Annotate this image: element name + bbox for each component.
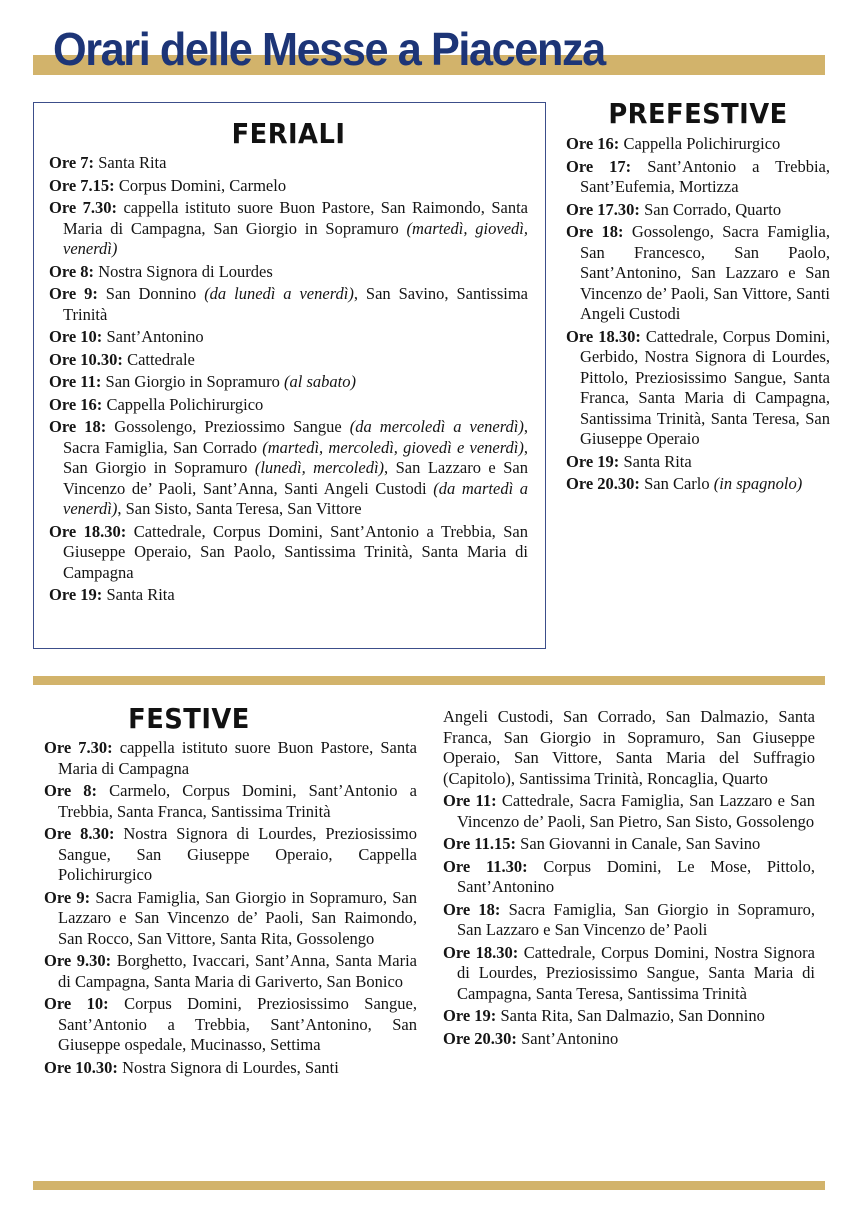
entry-time: Ore 10.30: [44,1057,118,1077]
schedule-entry [44,1058,417,1079]
entry-time: Ore 18: [49,417,107,436]
entry-time: Ore 10: [49,327,103,346]
entry-places: Cattedrale, Corpus Domini, Gerbido, Nostra Signora di Lourdes, Pittolo, Preziosissimo Sangue, Santa Franca, Santa Maria di Campagna, Santissima Trinità, Santa Teresa, San Giuseppe Operaio [580,326,830,448]
schedule-entry [44,738,417,779]
schedule-entry [566,157,830,198]
entry-places: Sant’Antonio a Trebbia, Sant’Eufemia, Mortizza [580,156,830,196]
entry-places: , Sacra Famiglia, San Corrado [63,417,528,457]
bottom-band [33,1181,825,1190]
entry-places: Sacra Famiglia, San Giorgio in Sopramuro, San Lazzaro e San Vincenzo de’ Paoli [457,899,815,939]
entry-time: Ore 8: [49,261,95,281]
entry-places: San Giovanni in Canale, San Savino [516,834,761,853]
schedule-entry [49,350,528,371]
entry-time: Ore 9: [49,284,98,303]
entry-places: Santa Rita, San Dalmazio, San Donnino [496,1006,765,1025]
entry-places: Santa Rita [619,451,692,471]
entry-places: Santa Rita [102,585,175,604]
entry-places: Carmelo, Corpus Domini, Sant’Antonio a Trebbia, Santa Franca, Santissima Trinità [58,781,417,821]
schedule-entry [44,994,417,1056]
entry-places: Cattedrale, Corpus Domini, Sant’Antonio a Trebbia, San Giuseppe Operaio, San Paolo, Santissima Trinità, Santa Maria di Campagna [63,521,528,582]
entry-places: Nostra Signora di Lourdes, Preziosissimo Sangue, San Giuseppe Operaio, Cappella Polichirurgico [58,824,418,884]
entry-time: Ore 10.30: [49,349,123,369]
schedule-entry [566,452,830,473]
entry-places: , San Sisto, Santa Teresa, San Vittore [117,499,362,518]
entry-time: Ore 7.30: [49,198,118,217]
entry-places: Corpus Domini, Le Mose, Pittolo, Sant’Antonino [457,856,815,896]
schedule-entry [566,474,830,495]
entry-places: San Corrado, Quarto [639,199,782,219]
page-title: Orari delle Messe a Piacenza [53,23,605,75]
entry-time: Ore 7: [49,153,95,172]
entry-time: Ore 19: [566,451,620,471]
entry-places: Gossolengo, Preziossimo Sangue [106,417,350,436]
festive-heading: FESTIVE [128,702,250,735]
entry-time: Ore 18.30: [443,942,519,962]
entry-places: San Donnino [97,284,205,303]
entry-places: Cattedrale [122,349,195,369]
entry-places: Nostra Signora di Lourdes [94,261,273,281]
entry-places: cappella istituto suore Buon Pastore, Santa Maria di Campagna [58,738,417,778]
schedule-entry [49,522,528,584]
entry-places: San Giorgio in Sopramuro [101,372,284,391]
entry-time: Ore 7.30: [44,738,113,757]
schedule-entry [443,834,815,855]
entry-time: Ore 17: [566,156,632,176]
entry-note: (martedì, mercoledì, giovedì e venerdì) [262,437,524,457]
entry-time: Ore 18.30: [566,326,641,346]
schedule-entry [49,585,528,606]
entry-places: Corpus Domini, Carmelo [114,175,287,195]
entry-time: Ore 20.30: [566,474,640,493]
festive-list-right [443,791,815,1049]
schedule-entry [566,200,830,221]
schedule-entry [443,943,815,1005]
entry-places: Borghetto, Ivaccari, Sant’Anna, Santa Maria di Campagna, Santa Maria di Gariverto, San Bonico [58,951,418,991]
festive-section-continued [443,707,815,1051]
entry-places: Corpus Domini, Preziosissimo Sangue, Sant’Antonio a Trebbia, Sant’Antonino, San Giuseppe ospedale, Mucinasso, Settima [58,994,417,1054]
festive-list-left [44,738,417,1078]
entry-note: (da lunedì a venerdì) [204,284,354,303]
schedule-entry [49,153,528,174]
schedule-entry [49,284,528,325]
entry-places: Gossolengo, Sacra Famiglia, San Francesco, San Paolo, Sant’Antonino, San Lazzaro e San Vincenzo de’ Paoli, San Vittore, Santi Angeli Custodi [580,222,830,323]
entry-time: Ore 18: [566,222,624,241]
entry-time: Ore 7.15: [49,175,115,195]
entry-time: Ore 10: [44,994,109,1013]
entry-note: (da mercoledì a venerdì) [349,417,524,436]
entry-places: Cattedrale, Corpus Domini, Nostra Signora di Lourdes, Preziosissimo Sangue, Santa Maria di Campagna, Santa Teresa, Santissima Trinità [457,942,815,1003]
feriali-heading: FERIALI [231,117,346,150]
entry-time: Ore 9.30: [44,951,112,970]
schedule-entry [49,417,528,520]
feriali-list [49,153,528,606]
prefestive-list [566,134,830,495]
schedule-entry [443,900,815,941]
schedule-entry [49,372,528,393]
entry-note: (in spagnolo) [713,474,803,493]
entry-note: (da martedì a venerdì) [63,478,528,518]
entry-places: Cappella Polichirurgico [619,134,781,153]
entry-places: , San Savino, Santissima Trinità [63,284,528,324]
schedule-entry [443,1029,815,1050]
entry-time: Ore 18: [443,899,501,919]
entry-time: Ore 20.30: [443,1028,517,1048]
schedule-entry [566,134,830,155]
entry-places: Santa Rita [94,153,167,172]
entry-places: Nostra Signora di Lourdes, Santi [117,1057,339,1077]
entry-places: Cattedrale, Sacra Famiglia, San Lazzaro e San Vincenzo de’ Paoli, San Pietro, San Sisto, Gossolengo [457,791,815,831]
schedule-entry [443,857,815,898]
entry-time: Ore 11: [443,791,497,810]
schedule-entry [44,888,417,950]
schedule-entry [443,1006,815,1027]
schedule-entry [49,327,528,348]
entry-note: (lunedì, mercoledì) [254,458,385,477]
entry-places: , San Lazzaro e San Vincenzo de’ Paoli, Sant’Anna, Santi Angeli Custodi [63,458,528,498]
feriali-section [33,102,546,649]
schedule-entry [44,824,417,886]
entry-time: Ore 8.30: [44,824,115,843]
schedule-entry [566,222,830,325]
entry-time: Ore 19: [49,585,103,604]
entry-time: Ore 16: [49,394,103,414]
entry-note: (al sabato) [283,372,356,391]
prefestive-heading: PREFESTIVE [608,97,788,130]
entry-places: Sacra Famiglia, San Giorgio in Sopramuro, San Lazzaro e San Vincenzo de’ Paoli, San Raimondo, San Rocco, San Vittore, Santa Rita, Gossolengo [58,887,417,948]
entry-time: Ore 9: [44,887,91,907]
schedule-entry [49,395,528,416]
section-divider-band [33,676,825,685]
entry-time: Ore 18.30: [49,521,127,541]
schedule-entry [49,198,528,260]
schedule-entry [49,176,528,197]
entry-places: Cappella Polichirurgico [102,394,264,414]
festive-section [44,702,417,1080]
entry-places: Sant’Antonino [102,327,204,346]
entry-time: Ore 17.30: [566,199,640,219]
schedule-entry [49,262,528,283]
schedule-entry [443,791,815,832]
entry-note: (martedì, giovedì, venerdì) [63,218,528,258]
prefestive-section [566,97,830,497]
festive-continuation: Angeli Custodi, San Corrado, San Dalmazio, Santa Franca, San Giorgio in Sopramuro, San Giuseppe Operaio, San Vittore, Santa Maria del Suffragio (Capitolo), Santissima Trinità, Roncaglia, Quarto [443,707,815,788]
entry-time: Ore 11: [49,372,102,391]
entry-time: Ore 11.30: [443,856,528,876]
entry-places: Sant’Antonino [516,1028,619,1048]
schedule-entry [44,781,417,822]
schedule-entry [566,327,830,450]
entry-places: cappella istituto suore Buon Pastore, San Raimondo, Santa Maria di Campagna, San Giorgio in Sopramuro [63,198,528,238]
entry-time: Ore 8: [44,781,98,800]
schedule-entry [44,951,417,992]
entry-places: , San Giorgio in Sopramuro [63,437,528,477]
entry-places: San Carlo [639,474,714,493]
entry-time: Ore 11.15: [443,834,517,853]
entry-time: Ore 16: [566,134,620,153]
entry-time: Ore 19: [443,1006,497,1025]
